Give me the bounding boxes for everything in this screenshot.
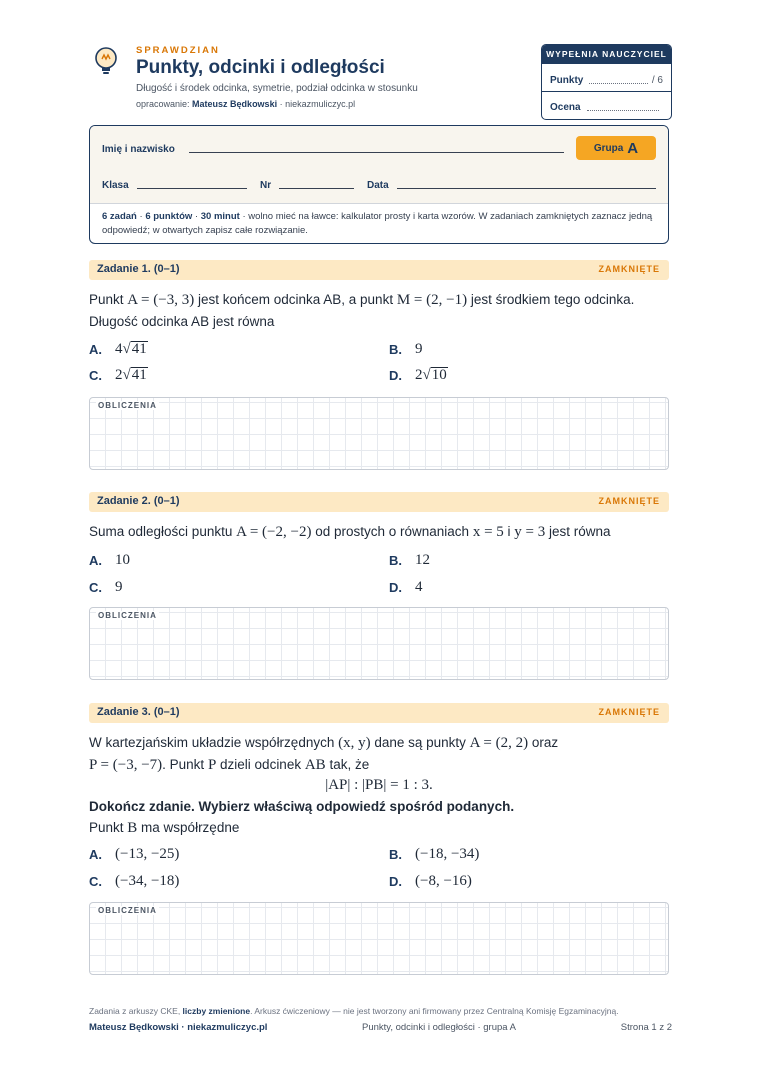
task-3-ratio — [89, 774, 669, 796]
task-3-option-a[interactable] — [89, 846, 179, 863]
note-separator: · — [192, 211, 201, 222]
prompt-math: A = (2, 2) — [469, 735, 529, 751]
group-value: A — [627, 139, 639, 157]
page-subtitle: Długość i środek odcinka, symetrie, podział odcinka w stosunku — [136, 83, 418, 94]
note-rest: · wolno mieć na ławce: kalkulator prosty i karta wzorów. W zadaniach zamkniętych zaznacz jedną odpowiedź; w otwartych zapisz całe rozwiązanie. — [102, 211, 653, 236]
task-1-option-b[interactable] — [389, 341, 423, 358]
sqrt-sign: √ — [122, 341, 131, 357]
option-letter: C. — [89, 580, 102, 595]
option-letter: A. — [89, 342, 102, 357]
sqrt-coefficient: 2 — [115, 367, 123, 383]
task-3-type: ZAMKNIĘTE — [598, 707, 660, 717]
option-value: (−8, −16) — [415, 873, 472, 889]
student-fields — [90, 126, 668, 204]
prompt-text: ma współrzędne — [137, 820, 240, 835]
sqrt-coefficient: 4 — [115, 341, 123, 357]
option-value: 12 — [415, 552, 430, 568]
prompt-text: W kartezjańskim układzie współrzędnych — [89, 735, 339, 750]
prompt-math: M = (2, −1) — [396, 292, 468, 308]
task-3-option-b[interactable] — [389, 846, 479, 863]
task-3-header — [89, 703, 669, 723]
prompt-text: i — [503, 524, 515, 539]
task-3-lead — [89, 817, 669, 839]
option-value — [115, 341, 148, 358]
grade-label: Ocena — [550, 102, 581, 113]
note-tasks: 6 zadań — [102, 211, 137, 222]
option-letter: B. — [389, 553, 402, 568]
task-2-title: Zadanie 2. (0–1) — [97, 495, 180, 507]
task-2-option-a[interactable] — [89, 552, 130, 569]
prompt-math: y = 3 — [514, 524, 546, 540]
option-letter: A. — [89, 553, 102, 568]
note-separator: · — [136, 211, 146, 222]
option-letter: B. — [389, 342, 402, 357]
number-label: Nr — [260, 180, 272, 191]
option-value: 9 — [415, 341, 423, 357]
sqrt-radicand: 41 — [131, 341, 147, 357]
prompt-math: A = (−2, −2) — [236, 524, 312, 540]
disclaimer-text: Zadania z arkuszy CKE, — [89, 1006, 183, 1016]
task-1-option-a[interactable] — [89, 341, 148, 358]
task-1-option-d[interactable] — [389, 367, 448, 384]
sqrt-radicand: 41 — [131, 367, 147, 383]
option-letter: D. — [389, 368, 402, 383]
prompt-math: P = (−3, −7) — [89, 757, 163, 773]
option-value: 9 — [115, 579, 123, 595]
disclaimer-bold: liczby zmienione — [182, 1006, 251, 1016]
task-1-prompt — [89, 289, 669, 333]
prompt-text: jest środkiem tego odcinka. Długość odcinka AB jest równa — [89, 292, 635, 329]
task-2-option-b[interactable] — [389, 552, 430, 569]
grade-field[interactable] — [587, 110, 659, 111]
prompt-math: A = (−3, 3) — [127, 292, 195, 308]
points-row — [542, 64, 671, 91]
teacher-box — [541, 44, 672, 120]
prompt-text: . Punkt — [162, 757, 208, 772]
points-label: Punkty — [550, 75, 584, 86]
task-3-option-d[interactable] — [389, 873, 472, 890]
class-label: Klasa — [102, 180, 129, 191]
sheet-kicker: SPRAWDZIAN — [136, 45, 220, 56]
prompt-math: (x, y) — [338, 735, 371, 751]
option-value: (−13, −25) — [115, 846, 180, 862]
option-value — [415, 367, 448, 384]
task-1-type: ZAMKNIĘTE — [598, 264, 660, 274]
footer-author: Mateusz Będkowski · niekazmuliczyc.pl — [89, 1022, 268, 1033]
note-points: 6 punktów — [145, 211, 193, 222]
footer-title: Punkty, odcinki i odległości · grupa A — [362, 1022, 517, 1033]
name-label: Imię i nazwisko — [102, 144, 175, 155]
prompt-text: dzieli odcinek — [216, 757, 305, 772]
lightbulb-icon — [93, 46, 119, 76]
task-2-prompt — [89, 521, 669, 543]
author-line — [136, 99, 355, 109]
ratio-formula: |AP| : |PB| = 1 : 3. — [325, 777, 433, 793]
option-value: (−34, −18) — [115, 873, 180, 889]
task-1-header — [89, 260, 669, 280]
task-2-header — [89, 492, 669, 512]
task-2-type: ZAMKNIĘTE — [598, 496, 660, 506]
sqrt-sign: √ — [422, 367, 431, 383]
grade-row — [542, 91, 671, 118]
page-title: Punkty, odcinki i odległości — [136, 57, 385, 78]
task-3-prompt — [89, 732, 669, 776]
prompt-text: jest równa — [545, 524, 611, 539]
option-letter: B. — [389, 847, 402, 862]
task-3-title: Zadanie 3. (0–1) — [97, 706, 180, 718]
prompt-text: Suma odległości punktu — [89, 524, 237, 539]
footer-disclaimer — [89, 1006, 619, 1016]
calc-label: OBLICZENIA — [98, 401, 157, 410]
option-letter: D. — [389, 580, 402, 595]
class-field[interactable] — [137, 188, 247, 189]
teacher-box-heading: WYPEŁNIA NAUCZYCIEL — [542, 45, 671, 64]
sqrt-radicand: 10 — [431, 367, 447, 383]
prompt-math: AB — [304, 757, 326, 773]
task-1-option-c[interactable] — [89, 367, 148, 384]
prompt-text: tak, że — [325, 757, 370, 772]
option-letter: C. — [89, 874, 102, 889]
name-field[interactable] — [189, 152, 564, 153]
points-max: / 6 — [651, 75, 663, 86]
date-label: Data — [367, 180, 389, 191]
sqrt-coefficient: 2 — [415, 367, 423, 383]
prompt-text: oraz — [528, 735, 559, 750]
group-badge — [576, 136, 656, 160]
option-letter: A. — [89, 847, 102, 862]
prompt-text: od prostych o równaniach — [311, 524, 473, 539]
task-2-option-d[interactable] — [389, 579, 423, 596]
group-label: Grupa — [593, 142, 624, 154]
number-field[interactable] — [279, 188, 354, 189]
author-site: · niekazmuliczyc.pl — [277, 99, 356, 109]
option-value — [115, 367, 148, 384]
prompt-math: B — [127, 820, 138, 836]
task-2-calc-area[interactable] — [89, 607, 669, 680]
points-field[interactable] — [589, 83, 648, 84]
option-value: (−18, −34) — [415, 846, 480, 862]
footer-page-number: Strona 1 z 2 — [620, 1022, 672, 1033]
task-1-title: Zadanie 1. (0–1) — [97, 263, 180, 275]
task-3-instruction: Dokończ zdanie. Wybierz właściwą odpowiedź spośród podanych. — [89, 799, 515, 814]
disclaimer-text: . Arkusz ćwiczeniowy — nie jest tworzony ani firmowany przez Centralną Komisję Egzaminacyjną. — [250, 1006, 619, 1016]
prompt-text: Punkt — [89, 820, 128, 835]
instructions-note — [90, 204, 668, 244]
calc-label: OBLICZENIA — [98, 906, 157, 915]
sqrt-sign: √ — [122, 367, 131, 383]
option-value: 10 — [115, 552, 130, 568]
task-3-calc-area[interactable] — [89, 902, 669, 975]
prompt-text: Punkt — [89, 292, 128, 307]
prompt-text: dane są punkty — [370, 735, 470, 750]
task-1-calc-area[interactable] — [89, 397, 669, 470]
task-3-option-c[interactable] — [89, 873, 179, 890]
prompt-math: x = 5 — [472, 524, 504, 540]
task-2-option-c[interactable] — [89, 579, 123, 596]
option-letter: C. — [89, 368, 102, 383]
option-letter: D. — [389, 874, 402, 889]
author-prefix: opracowanie: — [136, 99, 193, 109]
calc-label: OBLICZENIA — [98, 611, 157, 620]
worksheet-header — [89, 42, 672, 122]
student-info-box — [89, 125, 669, 244]
date-field[interactable] — [397, 188, 656, 189]
option-value: 4 — [415, 579, 423, 595]
prompt-text: jest końcem odcinka AB, a punkt — [194, 292, 397, 307]
note-time: 30 minut — [200, 211, 240, 222]
prompt-math: P — [207, 757, 217, 773]
author-name: Mateusz Będkowski — [192, 99, 278, 109]
